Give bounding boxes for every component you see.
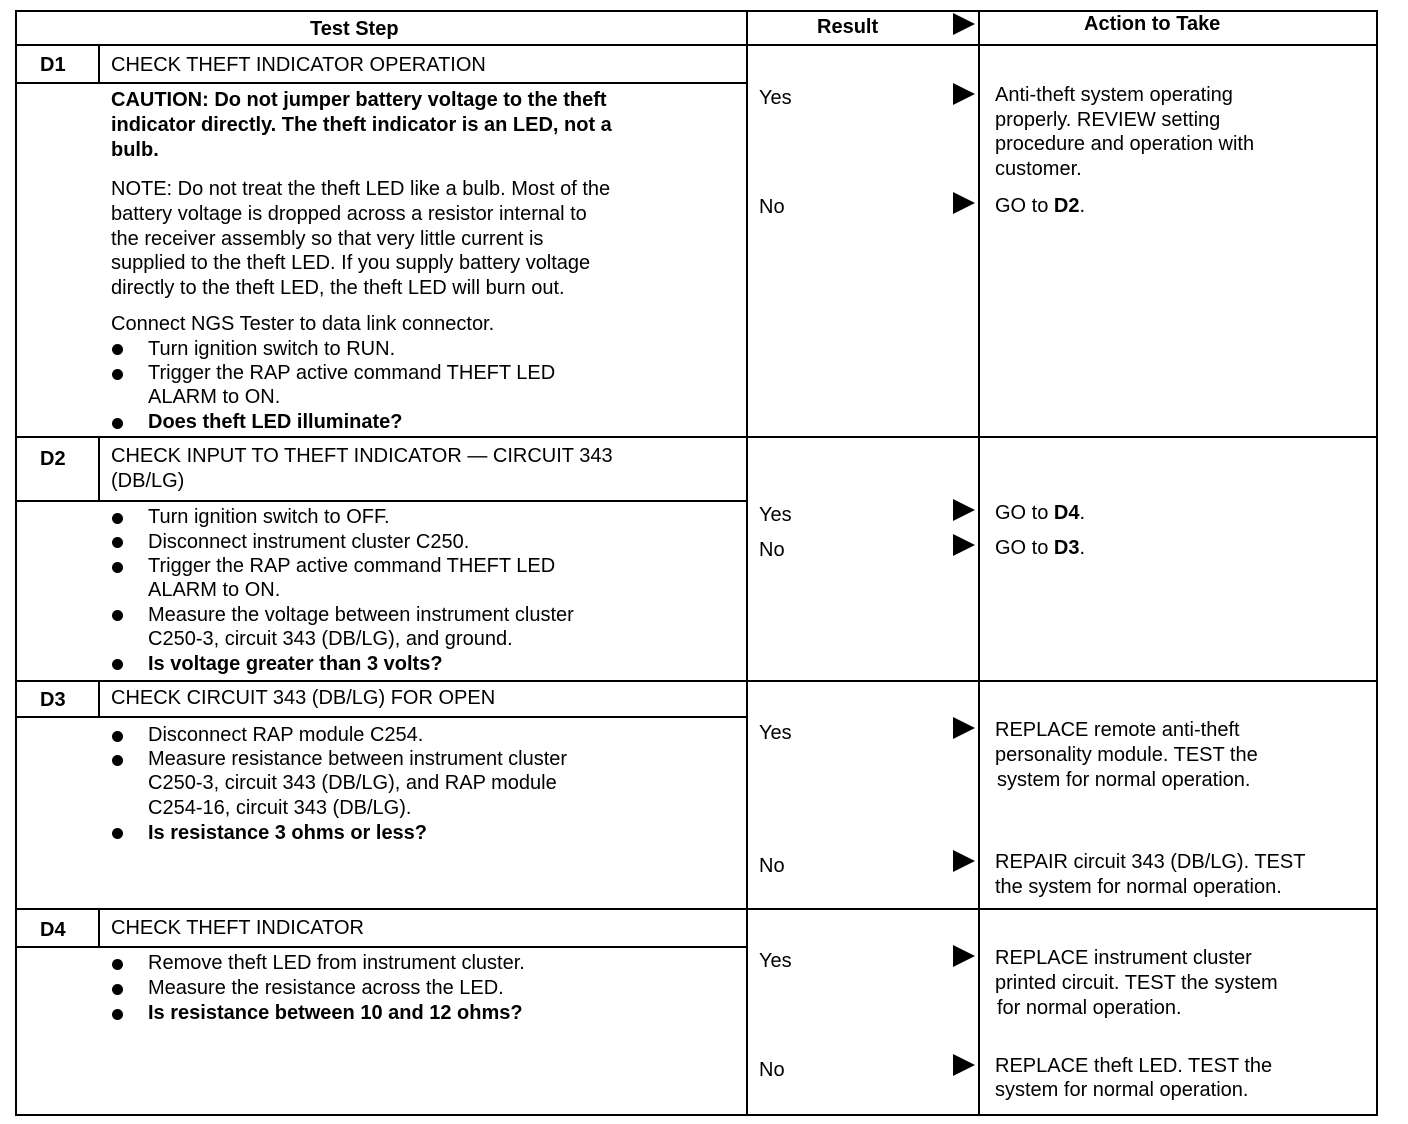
header-arrow-icon — [953, 13, 975, 35]
bullet-icon — [112, 537, 123, 548]
d1-result-no: No — [759, 196, 785, 218]
d3-action-no-line: the system for normal operation. — [995, 876, 1282, 898]
arrow-right-icon — [953, 850, 975, 872]
row-divider-d2-d3 — [15, 680, 1378, 682]
arrow-right-icon — [953, 83, 975, 105]
arrow-right-icon — [953, 945, 975, 967]
d3-result-yes: Yes — [759, 722, 792, 744]
header-result: Result — [817, 16, 879, 38]
arrow-right-icon — [953, 192, 975, 214]
d3-step-bullet-cont: C250-3, circuit 343 (DB/LG), and RAP module — [148, 772, 557, 794]
d3-question: Is resistance 3 ohms or less? — [148, 822, 428, 844]
d1-caution-line: CAUTION: Do not jumper battery voltage to the theft — [111, 89, 607, 111]
d2-step-title-line: (DB/LG) — [111, 470, 185, 492]
d4-id-divider — [98, 910, 100, 948]
column-divider-result — [746, 10, 748, 1116]
d4-action-yes-line: REPLACE instrument cluster — [995, 947, 1252, 969]
d3-step-id: D3 — [40, 689, 66, 711]
d3-action-yes-line: REPLACE remote anti-theft — [995, 719, 1240, 741]
d2-step-bullet: Measure the voltage between instrument cluster — [148, 604, 574, 626]
d2-step-bullet: Disconnect instrument cluster C250. — [148, 531, 470, 553]
bullet-icon — [112, 731, 123, 742]
d4-step-bullet: Remove theft LED from instrument cluster. — [148, 952, 525, 974]
d1-action-yes-line: customer. — [995, 158, 1082, 180]
arrow-right-icon — [953, 534, 975, 556]
d3-title-rule — [15, 716, 748, 718]
bullet-icon — [112, 344, 123, 355]
d2-step-bullet: Turn ignition switch to OFF. — [148, 506, 390, 528]
d1-action-no-ref[interactable]: D2 — [1053, 195, 1080, 217]
d3-action-yes-line: system for normal operation. — [997, 769, 1251, 791]
d1-step-bullet-cont: ALARM to ON. — [148, 386, 281, 408]
d2-step-bullet: Trigger the RAP active command THEFT LED — [148, 555, 556, 577]
d3-action-no-line: REPAIR circuit 343 (DB/LG). TEST — [995, 851, 1306, 873]
d4-action-yes-line: printed circuit. TEST the system — [995, 972, 1278, 994]
d1-note-line: supplied to the theft LED. If you supply battery voltage — [111, 252, 591, 274]
d2-id-divider — [98, 438, 100, 502]
d3-step-title: CHECK CIRCUIT 343 (DB/LG) FOR OPEN — [111, 687, 496, 709]
bullet-icon — [112, 513, 123, 524]
d4-step-bullet: Measure the resistance across the LED. — [148, 977, 504, 999]
d1-question: Does theft LED illuminate? — [148, 411, 403, 433]
d3-step-bullet: Disconnect RAP module C254. — [148, 724, 424, 746]
d1-caution-line: indicator directly. The theft indicator is an LED, not a — [111, 114, 612, 136]
d2-action-yes: GO to D4. — [995, 502, 1086, 524]
bullet-icon — [112, 1009, 123, 1020]
d1-id-divider — [98, 46, 100, 84]
d3-id-divider — [98, 682, 100, 718]
row-divider-d3-d4 — [15, 908, 1378, 910]
d1-note-line: NOTE: Do not treat the theft LED like a bulb. Most of the — [111, 178, 611, 200]
row-divider-d1-d2 — [15, 436, 1378, 438]
d4-step-id: D4 — [40, 919, 66, 941]
d1-action-yes-line: Anti-theft system operating — [995, 84, 1233, 106]
arrow-right-icon — [953, 499, 975, 521]
bullet-icon — [112, 959, 123, 970]
header-test-step: Test Step — [310, 18, 399, 40]
header-action: Action to Take — [1084, 13, 1221, 35]
d4-result-yes: Yes — [759, 950, 792, 972]
d1-step-bullet: Trigger the RAP active command THEFT LED — [148, 362, 556, 384]
d1-caution-line: bulb. — [111, 139, 159, 161]
d2-step-bullet-cont: C250-3, circuit 343 (DB/LG), and ground. — [148, 628, 513, 650]
bullet-icon — [112, 418, 123, 429]
d4-action-yes-line: for normal operation. — [997, 997, 1182, 1019]
d1-connect-text: Connect NGS Tester to data link connector. — [111, 313, 495, 335]
d2-result-no: No — [759, 539, 785, 561]
d4-step-title: CHECK THEFT INDICATOR — [111, 917, 364, 939]
d1-result-yes: Yes — [759, 87, 792, 109]
d1-step-id: D1 — [40, 54, 66, 76]
d2-action-no-ref[interactable]: D3 — [1053, 537, 1080, 559]
d3-step-bullet: Measure resistance between instrument cluster — [148, 748, 568, 770]
d3-result-no: No — [759, 855, 785, 877]
d2-question: Is voltage greater than 3 volts? — [148, 653, 443, 675]
d2-step-bullet-cont: ALARM to ON. — [148, 579, 281, 601]
bullet-icon — [112, 828, 123, 839]
d1-title-rule — [15, 82, 748, 84]
bullet-icon — [112, 984, 123, 995]
d1-note-line: battery voltage is dropped across a resistor internal to — [111, 203, 587, 225]
d1-note-line: the receiver assembly so that very little current is — [111, 228, 544, 250]
d2-step-title-line: CHECK INPUT TO THEFT INDICATOR — CIRCUIT 343 — [111, 445, 613, 467]
d1-action-no: GO to D2. — [995, 195, 1086, 217]
arrow-right-icon — [953, 717, 975, 739]
d4-title-rule — [15, 946, 748, 948]
d2-result-yes: Yes — [759, 504, 792, 526]
d4-action-no-line: REPLACE theft LED. TEST the — [995, 1055, 1273, 1077]
d1-action-yes-line: properly. REVIEW setting — [995, 109, 1221, 131]
d2-step-id: D2 — [40, 448, 66, 470]
column-divider-action — [978, 10, 980, 1116]
bullet-icon — [112, 562, 123, 573]
d4-action-no-line: system for normal operation. — [995, 1079, 1249, 1101]
d3-step-bullet-cont: C254-16, circuit 343 (DB/LG). — [148, 797, 412, 819]
d2-title-rule — [15, 500, 748, 502]
d1-note-line: directly to the theft LED, the theft LED will burn out. — [111, 277, 565, 299]
d2-action-yes-ref[interactable]: D4 — [1053, 502, 1080, 524]
arrow-right-icon — [953, 1054, 975, 1076]
d4-result-no: No — [759, 1059, 785, 1081]
header-divider — [15, 44, 1378, 46]
bullet-icon — [112, 610, 123, 621]
d3-action-yes-line: personality module. TEST the — [995, 744, 1258, 766]
d2-action-no: GO to D3. — [995, 537, 1086, 559]
d4-question: Is resistance between 10 and 12 ohms? — [148, 1002, 523, 1024]
bullet-icon — [112, 755, 123, 766]
d1-step-bullet: Turn ignition switch to RUN. — [148, 338, 396, 360]
bullet-icon — [112, 369, 123, 380]
d1-step-title: CHECK THEFT INDICATOR OPERATION — [111, 54, 486, 76]
d1-action-yes-line: procedure and operation with — [995, 133, 1255, 155]
bullet-icon — [112, 659, 123, 670]
